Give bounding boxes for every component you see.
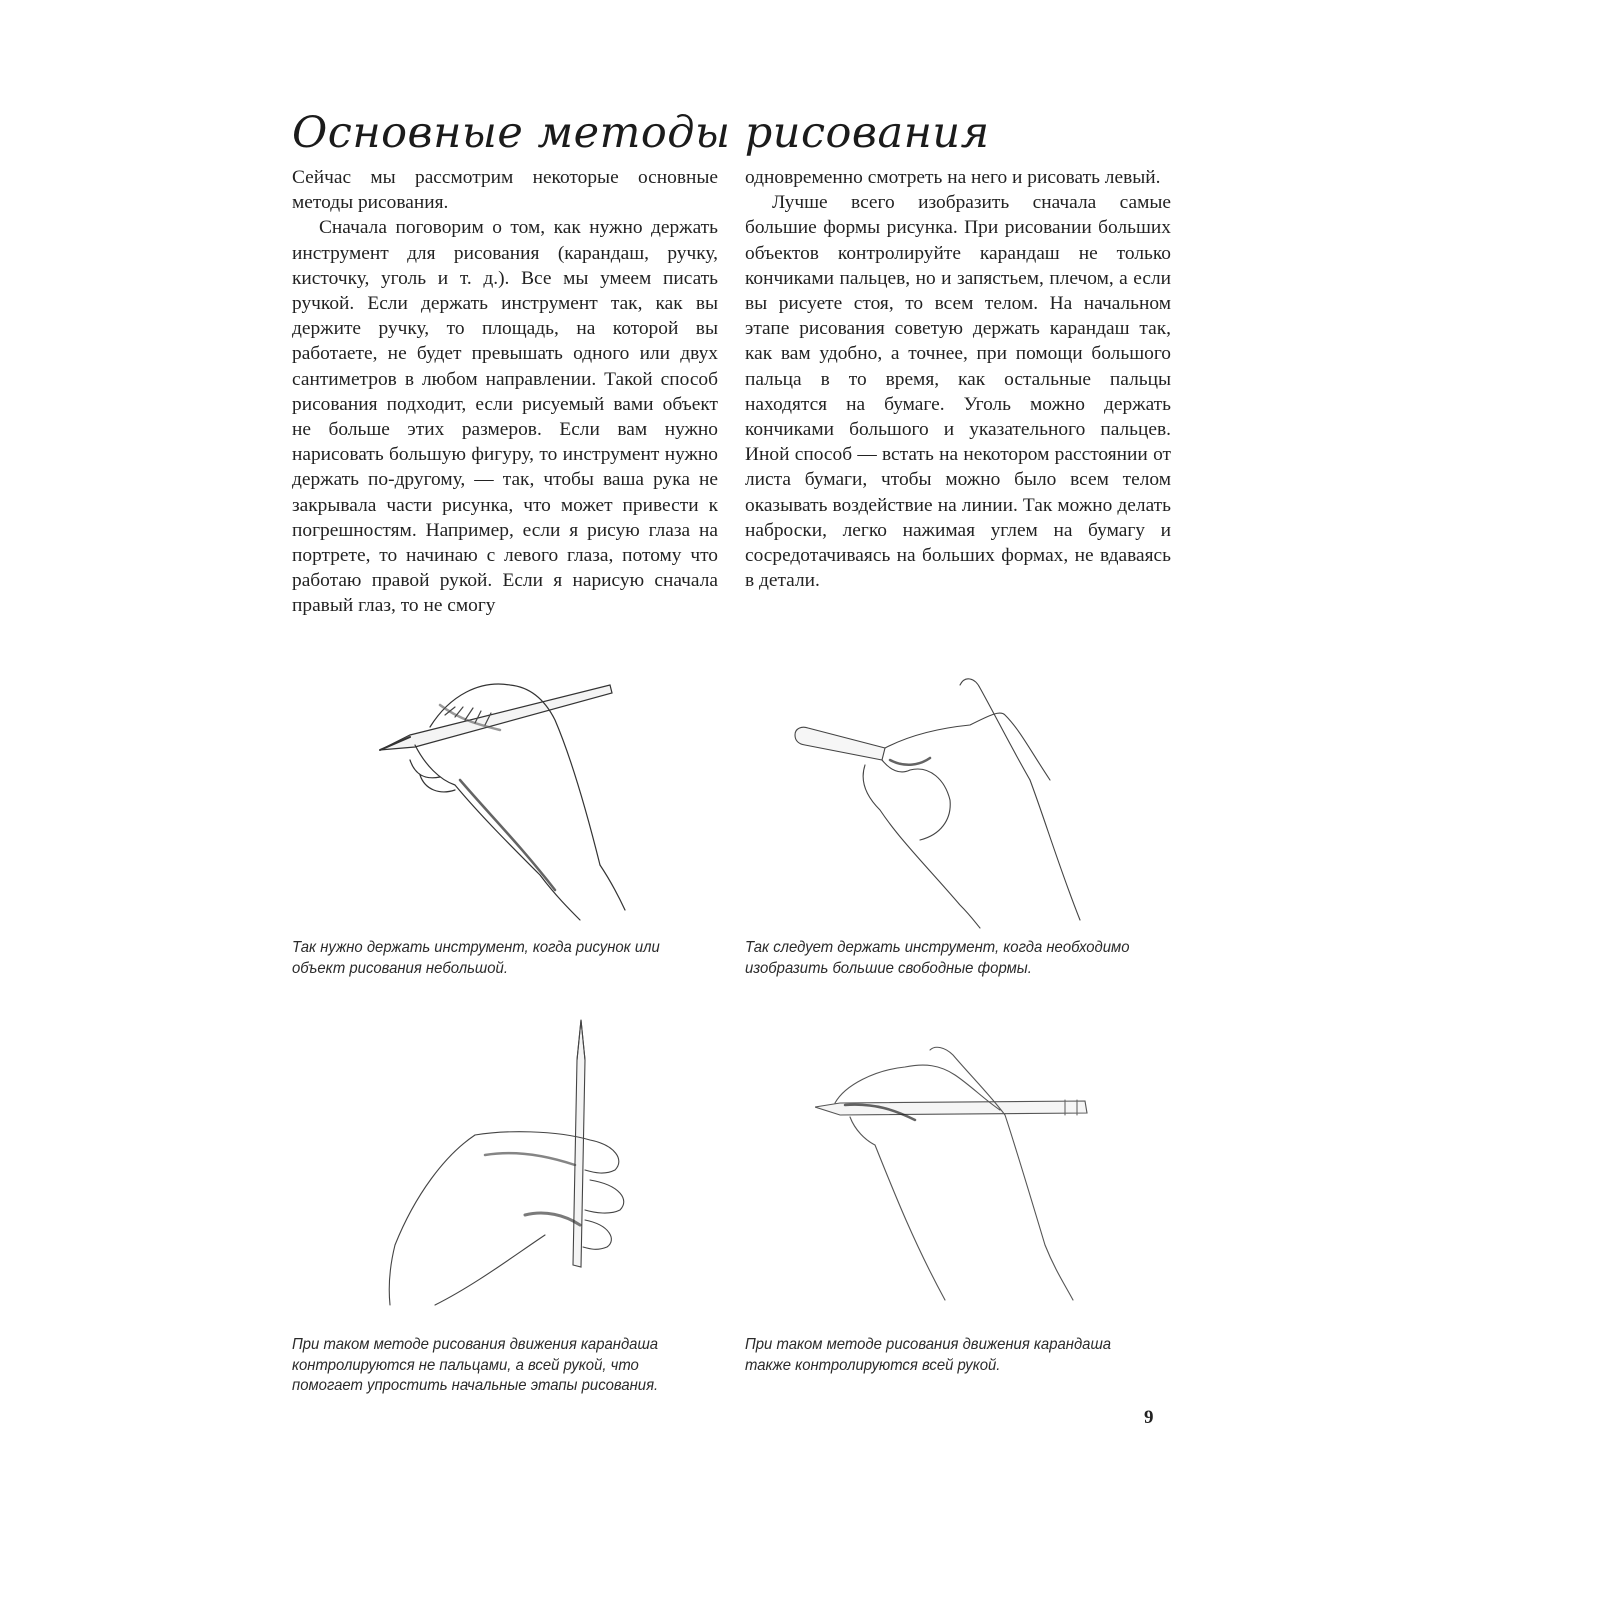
figure-caption: При таком методе рисования движения карандаша также контролируются всей рукой. [745, 1336, 1112, 1374]
figure-writing-grip [370, 665, 630, 925]
hand-overhand-pencil-illustration [815, 1045, 1095, 1305]
text-column-right [745, 165, 1171, 593]
paragraph: Лучше всего изобразить сначала самые большие формы рисунка. При рисовании больших объектов контролируйте карандаш не только кончиками пальцев, но и запястьем, плечом, а если вы рисуете стоя, то всем телом. На начальном этапе рисования советую держать карандаш так, как вам удобно, а точнее, при помощи большого пальца в то время, как остальные пальцы находятся на бумаге. Уголь можно держать кончиками большого и указательного пальцев. Иной способ — встать на некотором расстоянии от листа бумаги, чтобы можно было всем телом оказывать воздействие на линии. Так можно делать наброски, легко нажимая углем на бумагу и сосредотачиваясь на больших формах, не вдаваясь в детали. [745, 192, 1171, 592]
figure-caption: Так следует держать инструмент, когда необходимо изобразить большие свободные формы. [745, 939, 1130, 977]
page-title: Основные методы рисования [292, 108, 990, 158]
figure-caption: При таком методе рисования движения карандаша контролируются не пальцами, а всей рукой, что помогает упростить начальные этапы рисования. [292, 1336, 659, 1394]
hand-writing-grip-illustration [370, 665, 630, 925]
hand-vertical-pencil-illustration [385, 1015, 635, 1315]
paragraph: Сначала поговорим о том, как нужно держать инструмент для рисования (карандаш, ручку, кисточку, уголь и т. д.). Все мы умеем писать ручкой. Если держать инструмент так, как вы держите ручку, то площадь, на которой вы работаете, не будет превышать одного или двух сантиметров в любом направлении. Такой способ рисования подходит, если рисуемый вами объект не больше этих размеров. Если вам нужно нарисовать большую фигуру, то инструмент нужно держать по-другому, — так, чтобы ваша рука не закрывала части рисунка, что может привести к погрешностям. Например, если я рисую глаза на портрете, то начинаю с левого глаза, потому что работаю правой рукой. Если я нарисую сначала правый глаз, то не смогу [292, 217, 718, 617]
figure-caption: Так нужно держать инструмент, когда рисунок или объект рисования небольшой. [292, 939, 660, 977]
text-column-left [292, 165, 718, 619]
figure-overhand-pencil [815, 1045, 1095, 1305]
hand-thumb-grip-illustration [790, 670, 1090, 930]
paragraph: Сейчас мы рассмотрим некоторые основные методы рисования. [292, 167, 718, 214]
figure-thumb-grip [790, 670, 1090, 930]
paragraph: одновременно смотреть на него и рисовать левый. [745, 167, 1161, 188]
page-number: 9 [1144, 1407, 1154, 1428]
figure-vertical-pencil [385, 1015, 635, 1315]
